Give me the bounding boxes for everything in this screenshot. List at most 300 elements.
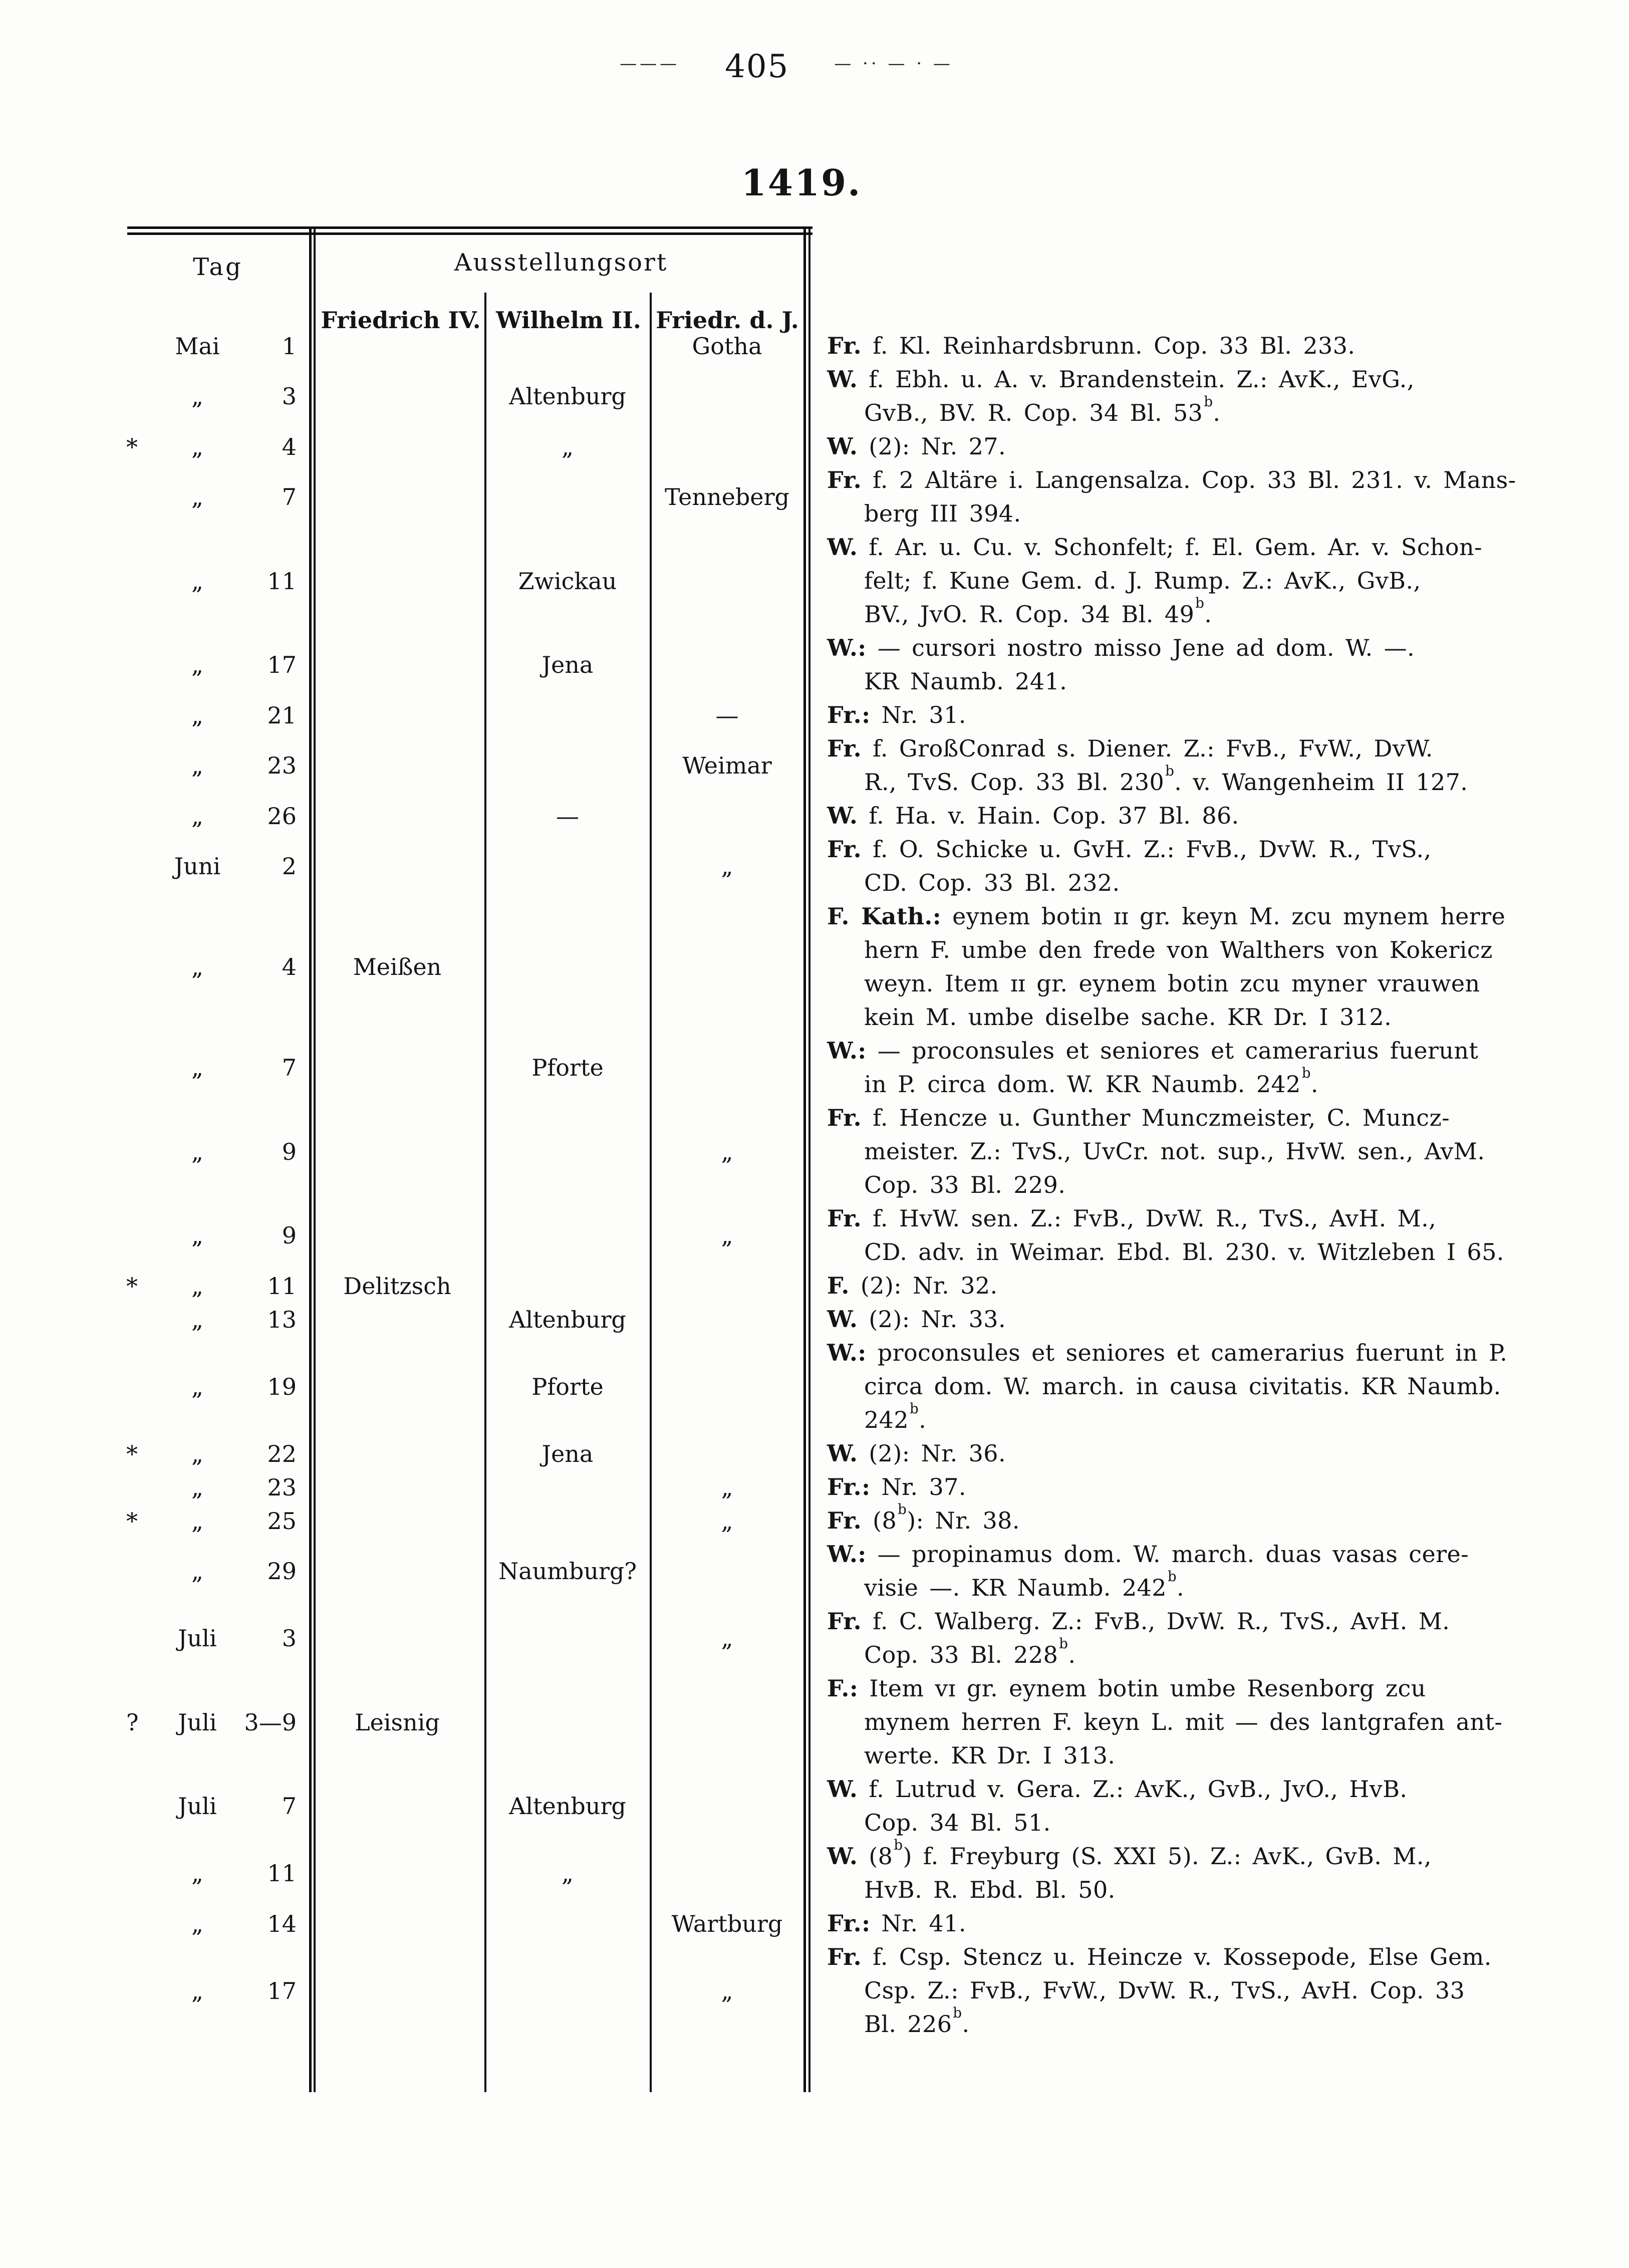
entry-line: werte. KR Dr. I 313. [864,1742,1116,1769]
date-day: 21 [267,701,297,729]
entry-text [804,1437,1629,1470]
place-friedrich-iv-cell [310,1470,485,1504]
page-number-row [561,48,1012,85]
date-day: 9 [282,1222,297,1249]
table-row [0,430,1629,463]
table-row [0,631,1629,698]
date-month: „ [191,1222,203,1249]
table-row [0,799,1629,833]
place-friedrich-iv-cell [310,1538,485,1605]
entry-siglum: W. [827,1843,858,1870]
date-day: 26 [267,802,297,830]
entry-text [804,430,1629,463]
place-friedr-d-j-cell [650,363,804,430]
date-cell [0,631,310,698]
entry-line: W. (2): Nr. 33. [827,1306,1006,1333]
entry-line: in P. circa dom. W. KR Naumb. 242$^b$. [864,1065,1318,1098]
date-month: „ [191,567,203,595]
table-row [0,698,1629,732]
entry-line: F.: Item ᴠɪ gr. eynem botin umbe Resenborg zcu [827,1675,1426,1702]
place-wilhelm-ii-cell: Jena [541,651,594,678]
entry-line: Fr.: Nr. 31. [827,701,966,728]
place-wilhelm-ii-cell: Altenburg [509,383,626,410]
date-month: „ [191,483,203,511]
place-friedr-d-j-cell [650,1034,804,1101]
table-row [0,1605,1629,1672]
table-row [0,1336,1629,1437]
entry-line: W. f. Ar. u. Cu. v. Schonfelt; f. El. Gem. Ar. v. Schon- [827,534,1482,561]
entry-siglum: Fr.: [827,701,871,728]
entry-line: KR Naumb. 241. [864,668,1067,695]
place-wilhelm-ii-cell [485,329,650,363]
entry-siglum: W.: [827,1541,867,1568]
entry-line: mynem herren F. keyn L. mit — des lantgrafen ant- [864,1708,1503,1735]
place-wilhelm-ii-cell [485,1940,650,2041]
entry-text [804,1605,1629,1672]
place-wilhelm-ii-cell: „ [562,433,574,460]
place-friedrich-iv-cell [310,1940,485,2041]
date-cell [0,1202,310,1269]
entry-text [804,698,1629,732]
place-friedrich-iv-cell [310,463,485,531]
date-month: „ [191,752,203,779]
date-cell [0,1303,310,1336]
date-day: 23 [267,1473,297,1501]
date-day: 1 [282,332,297,360]
place-wilhelm-ii-cell: Pforte [531,1373,604,1400]
date-month: „ [191,802,203,830]
entry-siglum: W. [827,433,858,460]
table-row [0,1501,1629,1538]
table-top-double-rule [127,226,812,235]
date-month: „ [191,1373,203,1400]
entry-text [804,1101,1629,1202]
date-cell [0,1470,310,1504]
entry-line: Fr. (8$^b$): Nr. 38. [827,1501,1020,1534]
entry-line: W. (2): Nr. 27. [827,433,1006,460]
place-friedr-d-j-cell [650,1840,804,1907]
entry-line: Fr. f. 2 Altäre i. Langensalza. Cop. 33 Bl. 231. v. Mans- [827,466,1516,493]
date-cell [0,833,310,900]
column-header-ausstellungsort: Ausstellungsort [454,248,668,277]
entry-siglum: Fr. [827,836,862,863]
entry-siglum: W.: [827,1339,867,1366]
entry-siglum: F. [827,1272,850,1299]
entry-siglum: W. [827,1776,858,1803]
place-wilhelm-ii-cell: Jena [541,1440,594,1467]
entry-siglum: W. [827,802,858,829]
table-row [0,1907,1629,1940]
place-wilhelm-ii-cell [485,1672,650,1773]
table-row [0,1437,1629,1470]
date-day: 11 [267,567,297,595]
place-friedrich-iv-cell [310,1504,485,1538]
date-marker: * [126,1507,138,1535]
entry-siglum: Fr. [827,1608,862,1635]
entry-line: Fr. f. Kl. Reinhardsbrunn. Cop. 33 Bl. 233. [827,332,1355,359]
date-cell [0,1269,310,1303]
entry-line: Fr. f. Csp. Stencz u. Heincze v. Kossepode, Else Gem. [827,1943,1492,1970]
table-row [0,1470,1629,1504]
date-cell [0,329,310,363]
place-wilhelm-ii-cell: Pforte [531,1054,604,1081]
entry-text [804,1034,1629,1101]
date-cell [0,1605,310,1672]
place-friedrich-iv-cell: Leisnig [355,1708,440,1736]
date-month: Juli [178,1625,217,1652]
date-cell [0,799,310,833]
date-cell [0,1840,310,1907]
entry-line: R., TvS. Cop. 33 Bl. 230$^b$. v. Wangenheim II 127. [864,763,1468,796]
date-day: 23 [267,752,297,779]
entry-line: F. (2): Nr. 32. [827,1272,998,1299]
date-day: 7 [282,1793,297,1820]
entry-line: Cop. 33 Bl. 229. [864,1171,1066,1198]
table-row [0,463,1629,531]
page-number: 405 [725,48,789,85]
entry-text [804,1336,1629,1437]
place-friedr-d-j-cell: Gotha [692,332,762,360]
place-friedr-d-j-cell [650,799,804,833]
entry-line: W.: — propinamus dom. W. march. duas vasas cere- [827,1541,1469,1568]
date-day: 7 [282,483,297,511]
place-wilhelm-ii-cell: Altenburg [509,1793,626,1820]
date-marker: * [126,433,138,460]
place-wilhelm-ii-cell [485,1907,650,1940]
entry-text [804,1470,1629,1504]
date-cell [0,363,310,430]
entry-line: kein M. umbe diselbe sache. KR Dr. I 312. [864,1003,1392,1031]
table-row [0,900,1629,1034]
date-month: „ [191,1473,203,1501]
date-day: 7 [282,1054,297,1081]
place-friedrich-iv-cell [310,1907,485,1940]
table-row [0,1202,1629,1269]
entry-text [804,329,1629,363]
entry-text [804,1269,1629,1303]
entry-line: Csp. Z.: FvB., FvW., DvW. R., TvS., AvH. Cop. 33 [864,1977,1465,2004]
place-friedr-d-j-cell [650,531,804,631]
date-cell [0,1034,310,1101]
date-month: Mai [175,332,220,360]
date-cell [0,1672,310,1773]
date-month: „ [191,1558,203,1585]
entry-line: Fr. f. C. Walberg. Z.: FvB., DvW. R., TvS., AvH. M. [827,1608,1450,1635]
entry-text [804,1501,1629,1538]
entry-siglum: Fr. [827,1507,862,1534]
date-day: 9 [282,1138,297,1165]
date-day: 29 [267,1558,297,1585]
entry-siglum: Fr. [827,332,862,359]
date-month: „ [191,1507,203,1535]
entry-text [804,631,1629,698]
date-marker: * [126,1440,138,1467]
date-day: 3 [282,383,297,410]
date-cell [0,531,310,631]
place-friedrich-iv-cell: Delitzsch [343,1272,451,1300]
place-friedrich-iv-cell [310,1840,485,1907]
place-friedrich-iv-cell [310,1303,485,1336]
entry-text [804,1303,1629,1336]
date-day: 3—9 [244,1708,297,1736]
entry-line: felt; f. Kune Gem. d. J. Rump. Z.: AvK., GvB., [864,567,1421,594]
place-friedr-d-j-cell [650,1437,804,1470]
entry-siglum: Fr. [827,1943,862,1970]
place-friedr-d-j-cell: — [715,701,739,729]
entry-siglum: Fr. [827,1205,862,1232]
entry-text [804,531,1629,631]
date-month: „ [191,1054,203,1081]
date-month: „ [191,383,203,410]
date-month: „ [191,1306,203,1333]
place-friedrich-iv-cell [310,799,485,833]
entry-siglum: Fr. [827,466,862,493]
table-row [0,1672,1629,1773]
date-cell [0,698,310,732]
date-cell [0,1773,310,1840]
date-month: „ [191,1138,203,1165]
place-wilhelm-ii-cell [485,900,650,1034]
date-month: „ [191,433,203,460]
entry-line: Bl. 226$^b$. [864,2004,970,2038]
entry-line: Fr. f. O. Schicke u. GvH. Z.: FvB., DvW. R., TvS., [827,836,1432,863]
entry-siglum: Fr. [827,735,862,762]
place-wilhelm-ii-cell [485,1470,650,1504]
place-friedr-d-j-cell [650,1303,804,1336]
column-header-friedr-d-j: Friedr. d. J. [656,307,799,334]
place-friedr-d-j-cell: „ [721,1625,733,1652]
entry-text [804,1907,1629,1940]
entry-line: W. f. Ha. v. Hain. Cop. 37 Bl. 86. [827,802,1239,829]
entry-line: Fr.: Nr. 37. [827,1473,966,1500]
entry-line: Cop. 34 Bl. 51. [864,1809,1051,1836]
entry-line: meister. Z.: TvS., UvCr. not. sup., HvW. sen., AvM. [864,1138,1485,1165]
place-wilhelm-ii-cell [485,1504,650,1538]
table-row [0,1303,1629,1336]
place-friedrich-iv-cell: Meißen [353,953,442,980]
entry-text [804,463,1629,531]
date-marker: * [126,1272,138,1300]
place-friedr-d-j-cell: „ [721,853,733,880]
place-friedr-d-j-cell: Weimar [682,752,772,779]
entry-text [804,799,1629,833]
entry-line: F. Kath.: eynem botin ɪɪ gr. keyn M. zcu mynem herre [827,903,1506,930]
entry-line: CD. adv. in Weimar. Ebd. Bl. 230. v. Witzleben I 65. [864,1238,1504,1266]
entry-text [804,1202,1629,1269]
place-friedrich-iv-cell [310,1605,485,1672]
date-day: 17 [267,1977,297,2004]
date-day: 2 [282,853,297,880]
date-day: 13 [267,1306,297,1333]
place-friedrich-iv-cell [310,430,485,463]
date-cell [0,732,310,799]
entry-line: weyn. Item ɪɪ gr. eynem botin zcu myner vrauwen [864,970,1480,997]
date-cell [0,900,310,1034]
date-month: „ [191,1910,203,1937]
entry-siglum: W. [827,1306,858,1333]
date-cell [0,1940,310,2041]
date-month: „ [191,701,203,729]
place-friedrich-iv-cell [310,631,485,698]
entry-line: GvB., BV. R. Cop. 34 Bl. 53$^b$. [864,393,1221,426]
place-wilhelm-ii-cell: Zwickau [518,567,617,595]
place-wilhelm-ii-cell [485,833,650,900]
date-month: Juni [174,853,221,880]
entry-line: W. (2): Nr. 36. [827,1440,1006,1467]
place-wilhelm-ii-cell: Altenburg [509,1306,626,1333]
entry-line: Cop. 33 Bl. 228$^b$. [864,1635,1076,1668]
place-friedrich-iv-cell [310,1773,485,1840]
date-cell [0,1437,310,1470]
entry-line: W.: — cursori nostro misso Jene ad dom. W. —. [827,634,1415,661]
entry-line: Fr.: Nr. 41. [827,1910,966,1937]
entry-siglum: Fr.: [827,1910,871,1937]
table-row [0,1269,1629,1303]
entry-text [804,1940,1629,2041]
entry-siglum: W. [827,1440,858,1467]
entry-text [804,1538,1629,1605]
place-friedrich-iv-cell [310,698,485,732]
date-month: Juli [178,1708,217,1736]
date-day: 22 [267,1440,297,1467]
entry-siglum: Fr. [827,1104,862,1131]
entry-text [804,833,1629,900]
place-friedr-d-j-cell [650,1336,804,1437]
date-cell [0,1504,310,1538]
date-marker: ? [126,1708,139,1736]
entry-text [804,732,1629,799]
date-month: Juli [178,1793,217,1820]
entry-line: 242$^b$. [864,1400,927,1433]
place-wilhelm-ii-cell [485,1605,650,1672]
place-friedr-d-j-cell [650,1538,804,1605]
place-friedrich-iv-cell [310,1202,485,1269]
entry-siglum: F.: [827,1675,859,1702]
entry-text [804,900,1629,1034]
table-row [0,1034,1629,1101]
entry-line: hern F. umbe den frede von Walthers von Kokericz [864,936,1493,963]
table-row [0,363,1629,430]
table-row [0,1773,1629,1840]
date-cell [0,1101,310,1202]
place-friedrich-iv-cell [310,1101,485,1202]
place-wilhelm-ii-cell [485,698,650,732]
table-row [0,531,1629,631]
table-row [0,1101,1629,1202]
entry-siglum: Fr.: [827,1473,871,1500]
date-cell [0,463,310,531]
entry-siglum: W.: [827,1037,867,1064]
date-day: 4 [282,433,297,460]
entry-line: W.: proconsules et seniores et camerarius fuerunt in P. [827,1339,1508,1366]
place-friedrich-iv-cell [310,1336,485,1437]
table-row [0,833,1629,900]
date-cell [0,1907,310,1940]
date-day: 17 [267,651,297,678]
entry-line: W. (8$^b$) f. Freyburg (S. XXI 5). Z.: AvK., GvB. M., [827,1837,1432,1870]
date-month: „ [191,651,203,678]
place-friedr-d-j-cell: „ [721,1507,733,1535]
table-row [0,732,1629,799]
date-day: 14 [267,1910,297,1937]
date-cell [0,430,310,463]
column-header-friedrich-iv: Friedrich IV. [321,307,481,334]
place-wilhelm-ii-cell: — [556,802,579,830]
place-wilhelm-ii-cell [485,463,650,531]
entry-siglum: F. Kath.: [827,903,942,930]
date-cell [0,1336,310,1437]
place-friedr-d-j-cell: „ [721,1138,733,1165]
entry-line: CD. Cop. 33 Bl. 232. [864,869,1120,896]
date-month: „ [191,1977,203,2004]
entry-line: HvB. R. Ebd. Bl. 50. [864,1876,1116,1903]
table-row [0,329,1629,363]
entry-line: Fr. f. Hencze u. Gunther Munczmeister, C. Muncz- [827,1104,1450,1131]
entry-text [804,1672,1629,1773]
place-friedrich-iv-cell [310,531,485,631]
entry-line: W. f. Lutrud v. Gera. Z.: AvK., GvB., JvO., HvB. [827,1776,1408,1803]
entry-line: BV., JvO. R. Cop. 34 Bl. 49$^b$. [864,595,1212,628]
place-friedr-d-j-cell [650,900,804,1034]
place-friedrich-iv-cell [310,1437,485,1470]
entry-siglum: W.: [827,634,867,661]
date-month: „ [191,1272,203,1300]
entry-line: W.: — proconsules et seniores et camerarius fuerunt [827,1037,1479,1064]
place-friedr-d-j-cell: Tenneberg [665,483,789,511]
entry-line: Fr. f. HvW. sen. Z.: FvB., DvW. R., TvS., AvH. M., [827,1205,1437,1232]
place-friedr-d-j-cell: Wartburg [671,1910,783,1937]
entry-text [804,1837,1629,1907]
date-month: „ [191,1440,203,1467]
place-friedr-d-j-cell [650,1773,804,1840]
place-friedr-d-j-cell [650,430,804,463]
place-wilhelm-ii-cell [485,1101,650,1202]
place-friedr-d-j-cell [650,631,804,698]
entry-line: circa dom. W. march. in causa civitatis. KR Naumb. [864,1373,1501,1400]
place-wilhelm-ii-cell [485,732,650,799]
place-wilhelm-ii-cell [485,1202,650,1269]
date-day: 25 [267,1507,297,1535]
place-friedrich-iv-cell [310,732,485,799]
date-day: 4 [282,953,297,980]
date-month: „ [191,1860,203,1887]
column-header-wilhelm-ii: Wilhelm II. [496,307,641,334]
place-friedrich-iv-cell [310,363,485,430]
column-header-tag: Tag [193,253,243,281]
page-number-dashes-right: — ·· — · — [834,54,953,74]
place-wilhelm-ii-cell: „ [562,1860,574,1887]
place-wilhelm-ii-cell: Naumburg? [498,1558,637,1585]
date-day: 19 [267,1373,297,1400]
entry-siglum: W. [827,534,858,561]
entry-line: berg III 394. [864,500,1021,527]
entry-text [804,363,1629,430]
entry-line: W. f. Ebh. u. A. v. Brandenstein. Z.: AvK., EvG., [827,366,1415,393]
place-friedr-d-j-cell: „ [721,1473,733,1501]
table-row [0,1940,1629,2041]
entry-text [804,1773,1629,1840]
date-cell [0,1538,310,1605]
date-day: 3 [282,1625,297,1652]
place-friedrich-iv-cell [310,833,485,900]
entry-siglum: W. [827,366,858,393]
table-row [0,1837,1629,1907]
table-row [0,1538,1629,1605]
date-day: 11 [267,1272,297,1300]
entry-line: Fr. f. GroßConrad s. Diener. Z.: FvB., FvW., DvW. [827,735,1433,762]
place-friedr-d-j-cell: „ [721,1222,733,1249]
place-wilhelm-ii-cell [485,1269,650,1303]
